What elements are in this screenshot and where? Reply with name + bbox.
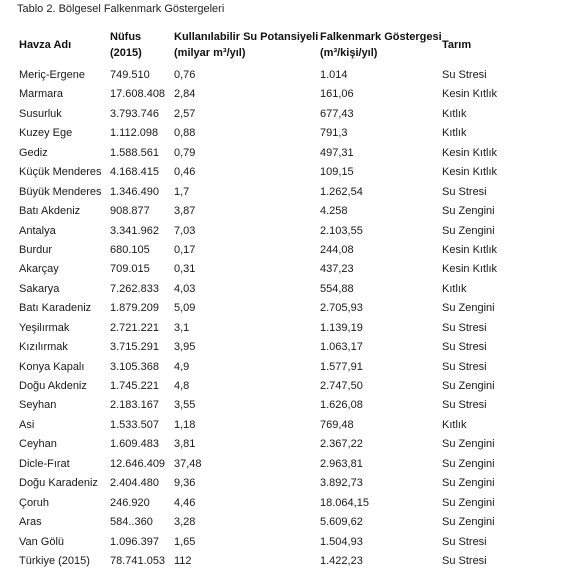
cell-population: 7.262.833 bbox=[110, 282, 159, 295]
table-row bbox=[0, 416, 561, 435]
cell-water-potential: 3,1 bbox=[174, 321, 190, 334]
cell-falkenmark: 1.139,19 bbox=[320, 321, 363, 334]
cell-agriculture: Kıtlık bbox=[442, 418, 467, 431]
cell-basin: Burdur bbox=[19, 243, 53, 256]
cell-water-potential: 0,31 bbox=[174, 263, 196, 276]
cell-basin: Ceyhan bbox=[19, 438, 57, 451]
cell-agriculture: Su Stresi bbox=[442, 69, 487, 81]
header-population-line2: (2015) bbox=[110, 47, 142, 59]
header-water-potential bbox=[174, 29, 324, 61]
cell-basin: Kızılırmak bbox=[19, 341, 68, 354]
cell-falkenmark: 677,43 bbox=[320, 107, 354, 120]
cell-population: 584..360 bbox=[110, 516, 153, 529]
header-water-line1: Kullanılabilir Su Potansiyeli bbox=[174, 31, 319, 43]
cell-population: 1.609.483 bbox=[110, 438, 159, 451]
cell-basin: Seyhan bbox=[19, 399, 57, 412]
cell-water-potential: 3,87 bbox=[174, 205, 196, 218]
cell-agriculture: Su Stresi bbox=[442, 399, 487, 412]
cell-water-potential: 4,03 bbox=[174, 282, 196, 295]
table-row bbox=[0, 241, 561, 260]
table-row bbox=[0, 377, 561, 396]
cell-basin: Antalya bbox=[19, 224, 56, 237]
cell-population: 3.715.291 bbox=[110, 341, 159, 354]
cell-falkenmark: 5.609,62 bbox=[320, 516, 363, 529]
header-agriculture-label: Tarım bbox=[442, 39, 472, 51]
header-falkenmark bbox=[320, 29, 450, 61]
table-row bbox=[0, 163, 561, 182]
cell-basin: Doğu Akdeniz bbox=[19, 380, 87, 392]
cell-basin: Büyük Menderes bbox=[19, 185, 102, 198]
cell-falkenmark: 2.103,55 bbox=[320, 224, 363, 237]
cell-basin: Batı Akdeniz bbox=[19, 205, 81, 218]
cell-basin: Dicle-Fırat bbox=[19, 457, 70, 470]
table-row bbox=[0, 474, 561, 493]
cell-agriculture: Su Zengini bbox=[442, 457, 495, 470]
cell-water-potential: 0,88 bbox=[174, 127, 196, 140]
cell-population: 3.341.962 bbox=[110, 224, 159, 237]
cell-agriculture: Kıtlık bbox=[442, 282, 467, 295]
cell-falkenmark: 2.367,22 bbox=[320, 438, 363, 451]
cell-population: 1.588.561 bbox=[110, 146, 159, 159]
cell-agriculture: Su Zengini bbox=[442, 380, 495, 392]
table-body bbox=[0, 66, 561, 571]
cell-basin: Kuzey Ege bbox=[19, 127, 73, 140]
cell-falkenmark: 2.963,81 bbox=[320, 457, 363, 470]
cell-water-potential: 9,36 bbox=[174, 477, 196, 490]
cell-water-potential: 112 bbox=[174, 554, 192, 567]
cell-basin: Konya Kapalı bbox=[19, 360, 85, 373]
header-falkenmark-line1: Falkenmark Göstergesi bbox=[320, 31, 442, 43]
cell-basin: Susurluk bbox=[19, 107, 62, 120]
cell-water-potential: 3,55 bbox=[174, 399, 196, 412]
cell-water-potential: 0,17 bbox=[174, 243, 196, 256]
cell-falkenmark: 1.577,91 bbox=[320, 360, 363, 373]
cell-agriculture: Kesin Kıtlık bbox=[442, 263, 498, 276]
cell-falkenmark: 18.064,15 bbox=[320, 496, 369, 509]
cell-falkenmark: 4.258 bbox=[320, 205, 348, 218]
table-row bbox=[0, 124, 561, 143]
header-water-line2: (milyar m³/yıl) bbox=[174, 47, 246, 59]
cell-falkenmark: 437,23 bbox=[320, 263, 354, 276]
cell-population: 1.745.221 bbox=[110, 380, 159, 392]
cell-agriculture: Kıtlık bbox=[442, 127, 467, 140]
cell-falkenmark: 769,48 bbox=[320, 418, 354, 431]
header-agriculture bbox=[442, 37, 471, 53]
cell-basin: Çoruh bbox=[19, 496, 49, 509]
table-row bbox=[0, 260, 561, 279]
cell-agriculture: Su Zengini bbox=[442, 516, 495, 529]
cell-falkenmark: 161,06 bbox=[320, 88, 354, 101]
table-row bbox=[0, 358, 561, 377]
cell-falkenmark: 1.504,93 bbox=[320, 535, 363, 548]
cell-agriculture: Su Stresi bbox=[442, 341, 487, 354]
table-row bbox=[0, 66, 561, 85]
cell-population: 1.879.209 bbox=[110, 302, 159, 315]
cell-population: 1.533.507 bbox=[110, 418, 159, 431]
cell-falkenmark: 1.014 bbox=[320, 69, 348, 81]
cell-population: 749.510 bbox=[110, 69, 150, 81]
table-row bbox=[0, 338, 561, 357]
cell-agriculture: Su Zengini bbox=[442, 496, 495, 509]
cell-basin: Asi bbox=[19, 418, 35, 431]
cell-agriculture: Su Stresi bbox=[442, 360, 487, 373]
cell-water-potential: 1,7 bbox=[174, 185, 190, 198]
table-row bbox=[0, 494, 561, 513]
table-row bbox=[0, 202, 561, 221]
cell-population: 4.168.415 bbox=[110, 166, 159, 179]
table-row bbox=[0, 552, 561, 571]
cell-falkenmark: 2.705,93 bbox=[320, 302, 363, 315]
cell-population: 3.105.368 bbox=[110, 360, 159, 373]
table-caption: Tablo 2. Bölgesel Falkenmark Göstergeleri bbox=[17, 3, 225, 15]
header-basin bbox=[19, 37, 71, 53]
cell-agriculture: Kesin Kıtlık bbox=[442, 88, 498, 101]
cell-population: 680.105 bbox=[110, 243, 150, 256]
cell-population: 1.096.397 bbox=[110, 535, 159, 548]
cell-falkenmark: 554,88 bbox=[320, 282, 354, 295]
cell-agriculture: Kesin Kıtlık bbox=[442, 146, 498, 159]
table-row bbox=[0, 105, 561, 124]
cell-population: 2.721.221 bbox=[110, 321, 159, 334]
cell-basin: Gediz bbox=[19, 146, 48, 159]
cell-population: 3.793.746 bbox=[110, 107, 159, 120]
cell-agriculture: Kesin Kıtlık bbox=[442, 166, 498, 179]
cell-agriculture: Su Stresi bbox=[442, 321, 487, 334]
cell-falkenmark: 1.626,08 bbox=[320, 399, 363, 412]
cell-water-potential: 37,48 bbox=[174, 457, 202, 470]
cell-agriculture: Su Zengini bbox=[442, 438, 495, 451]
cell-population: 78.741.053 bbox=[110, 554, 166, 567]
header-population bbox=[110, 29, 172, 61]
cell-water-potential: 3,95 bbox=[174, 341, 196, 354]
cell-water-potential: 2,84 bbox=[174, 88, 196, 101]
table-row bbox=[0, 299, 561, 318]
cell-falkenmark: 244,08 bbox=[320, 243, 354, 256]
cell-population: 17.608.408 bbox=[110, 88, 166, 101]
cell-water-potential: 2,57 bbox=[174, 107, 196, 120]
table-row bbox=[0, 396, 561, 415]
cell-agriculture: Su Zengini bbox=[442, 302, 495, 315]
cell-population: 12.646.409 bbox=[110, 457, 166, 470]
cell-falkenmark: 1.262,54 bbox=[320, 185, 363, 198]
cell-population: 2.404.480 bbox=[110, 477, 159, 490]
table-row bbox=[0, 513, 561, 532]
cell-falkenmark: 497,31 bbox=[320, 146, 354, 159]
cell-agriculture: Su Stresi bbox=[442, 185, 487, 198]
cell-basin: Küçük Menderes bbox=[19, 166, 102, 179]
table-row bbox=[0, 319, 561, 338]
table-row bbox=[0, 455, 561, 474]
cell-population: 1.112.098 bbox=[110, 127, 159, 140]
cell-water-potential: 5,09 bbox=[174, 302, 196, 315]
table-row bbox=[0, 144, 561, 163]
cell-water-potential: 4,8 bbox=[174, 380, 190, 392]
header-falkenmark-line2: (m³/kişi/yıl) bbox=[320, 47, 378, 59]
cell-basin: Yeşilırmak bbox=[19, 321, 70, 334]
cell-population: 709.015 bbox=[110, 263, 150, 276]
cell-water-potential: 3,28 bbox=[174, 516, 196, 529]
cell-basin: Doğu Karadeniz bbox=[19, 477, 98, 490]
cell-basin: Batı Karadeniz bbox=[19, 302, 92, 315]
table-row bbox=[0, 183, 561, 202]
cell-basin: Türkiye (2015) bbox=[19, 554, 90, 567]
header-population-line1: Nüfus bbox=[110, 31, 142, 43]
cell-water-potential: 0,76 bbox=[174, 69, 196, 81]
cell-water-potential: 4,9 bbox=[174, 360, 190, 373]
cell-water-potential: 3,81 bbox=[174, 438, 196, 451]
cell-population: 2.183.167 bbox=[110, 399, 159, 412]
cell-basin: Sakarya bbox=[19, 282, 60, 295]
cell-population: 246.920 bbox=[110, 496, 150, 509]
cell-water-potential: 4,46 bbox=[174, 496, 196, 509]
cell-agriculture: Su Zengini bbox=[442, 205, 495, 218]
cell-basin: Akarçay bbox=[19, 263, 59, 276]
cell-population: 1.346.490 bbox=[110, 185, 159, 198]
cell-falkenmark: 109,15 bbox=[320, 166, 354, 179]
cell-falkenmark: 1.063,17 bbox=[320, 341, 363, 354]
cell-population: 908.877 bbox=[110, 205, 150, 218]
table-row bbox=[0, 280, 561, 299]
cell-agriculture: Su Stresi bbox=[442, 535, 487, 548]
cell-agriculture: Su Zengini bbox=[442, 224, 495, 237]
table-row bbox=[0, 222, 561, 241]
table-row bbox=[0, 435, 561, 454]
cell-agriculture: Su Zengini bbox=[442, 477, 495, 490]
cell-water-potential: 1,18 bbox=[174, 418, 196, 431]
cell-falkenmark: 2.747,50 bbox=[320, 380, 363, 392]
cell-falkenmark: 3.892,73 bbox=[320, 477, 363, 490]
cell-water-potential: 0,79 bbox=[174, 146, 196, 159]
table-row bbox=[0, 533, 561, 552]
cell-basin: Meriç-Ergene bbox=[19, 69, 86, 81]
cell-water-potential: 7,03 bbox=[174, 224, 196, 237]
cell-agriculture: Kesin Kıtlık bbox=[442, 243, 498, 256]
cell-falkenmark: 791,3 bbox=[320, 127, 348, 140]
cell-falkenmark: 1.422,23 bbox=[320, 554, 363, 567]
table-row bbox=[0, 85, 561, 104]
cell-basin: Marmara bbox=[19, 88, 64, 101]
header-basin-label: Havza Adı bbox=[19, 39, 72, 51]
cell-water-potential: 0,46 bbox=[174, 166, 196, 179]
cell-basin: Van Gölü bbox=[19, 535, 65, 548]
cell-water-potential: 1,65 bbox=[174, 535, 196, 548]
cell-agriculture: Su Stresi bbox=[442, 554, 487, 567]
cell-basin: Aras bbox=[19, 516, 42, 529]
cell-agriculture: Kıtlık bbox=[442, 107, 467, 120]
